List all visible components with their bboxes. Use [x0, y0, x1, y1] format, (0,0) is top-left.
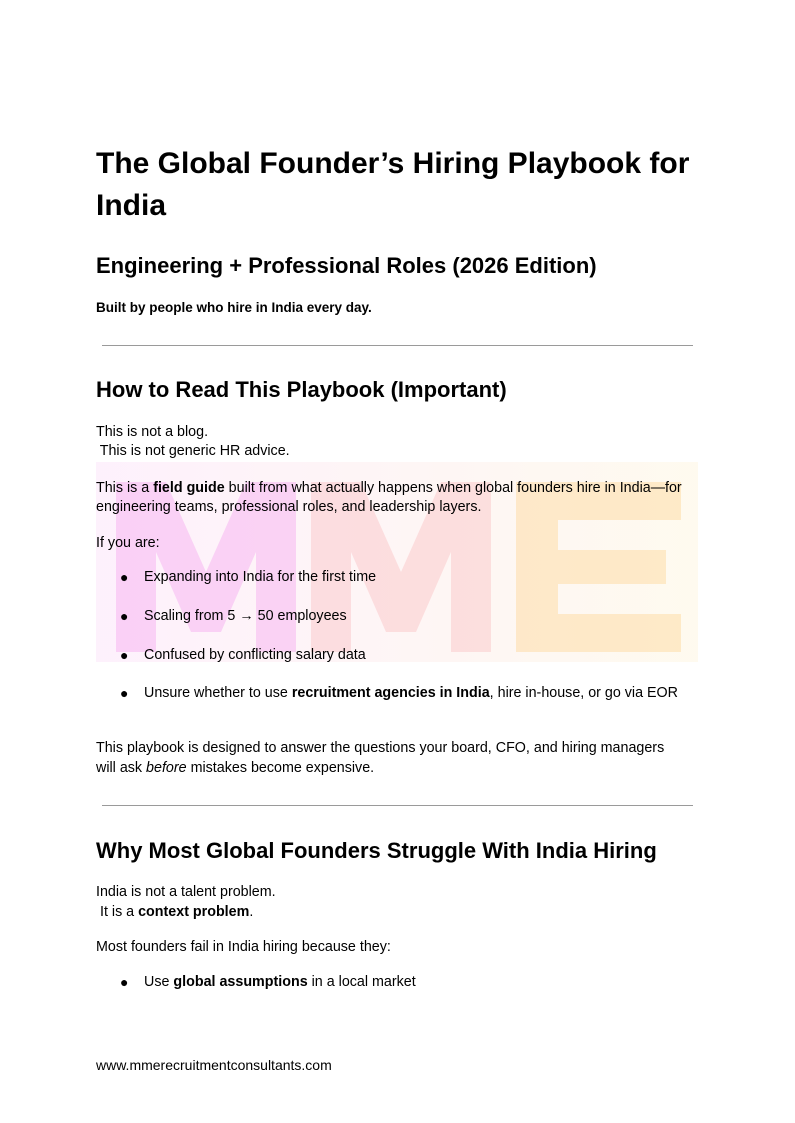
text-run: will ask: [96, 760, 147, 776]
italic-text-before: before: [146, 760, 187, 776]
text-run: Use: [144, 974, 174, 990]
text-run: built from what actually happens when global founders hire in India—for: [224, 480, 682, 496]
divider: [102, 805, 693, 806]
read-line-1: This is not a blog.: [96, 424, 209, 440]
why-line-1: India is not a talent problem.: [96, 884, 276, 900]
bullet-icon: ●: [120, 608, 129, 624]
list-item: Confused by conflicting salary data: [144, 647, 366, 663]
text-run: Unsure whether to use: [144, 685, 292, 701]
bullet-icon: ●: [120, 974, 129, 990]
read-line-2: This is not generic HR advice.: [96, 443, 290, 459]
if-you-are-label: If you are:: [96, 535, 160, 551]
bold-text-context-problem: context problem: [138, 904, 250, 920]
list-item: [144, 684, 678, 703]
section-heading-read: How to Read This Playbook (Important): [96, 377, 507, 402]
bold-text-field-guide: field guide: [153, 480, 225, 496]
list-item: [144, 973, 416, 992]
read-paragraph-2-line-2: engineering teams, professional roles, and leadership layers.: [96, 499, 482, 515]
why-line-2: [96, 903, 253, 923]
text-run: It is a: [96, 904, 139, 920]
divider: [102, 345, 693, 346]
read-paragraph-2-line-1: [96, 479, 682, 499]
why-line-3: Most founders fail in India hiring because they:: [96, 939, 391, 955]
bold-text-recruitment-agencies: recruitment agencies in India: [291, 685, 490, 701]
list-item: Scaling from 5 → 50 employees: [144, 608, 347, 624]
list-item: Expanding into India for the first time: [144, 569, 377, 585]
bullet-icon: ●: [120, 569, 129, 585]
bold-text-global-assumptions: global assumptions: [173, 974, 308, 990]
text-run: .: [249, 904, 254, 920]
footer-url[interactable]: www.mmerecruitmentconsultants.com: [96, 1057, 332, 1073]
text-run: in a local market: [307, 974, 416, 990]
document-title: The Global Founder’s Hiring Playbook for India: [96, 147, 690, 222]
bullet-icon: ●: [120, 685, 129, 701]
text-run: This is a: [96, 480, 154, 496]
section-heading-why: Why Most Global Founders Struggle With India Hiring: [96, 838, 657, 863]
document-tagline: Built by people who hire in India every day.: [96, 300, 372, 315]
closing-line-1: This playbook is designed to answer the questions your board, CFO, and hiring managers: [96, 740, 665, 756]
text-run: , hire in-house, or go via EOR: [489, 685, 679, 701]
document-subtitle: Engineering + Professional Roles (2026 Edition): [96, 253, 597, 278]
bullet-icon: ●: [120, 647, 129, 663]
text-run: mistakes become expensive.: [186, 760, 375, 776]
closing-line-2: [96, 759, 374, 779]
